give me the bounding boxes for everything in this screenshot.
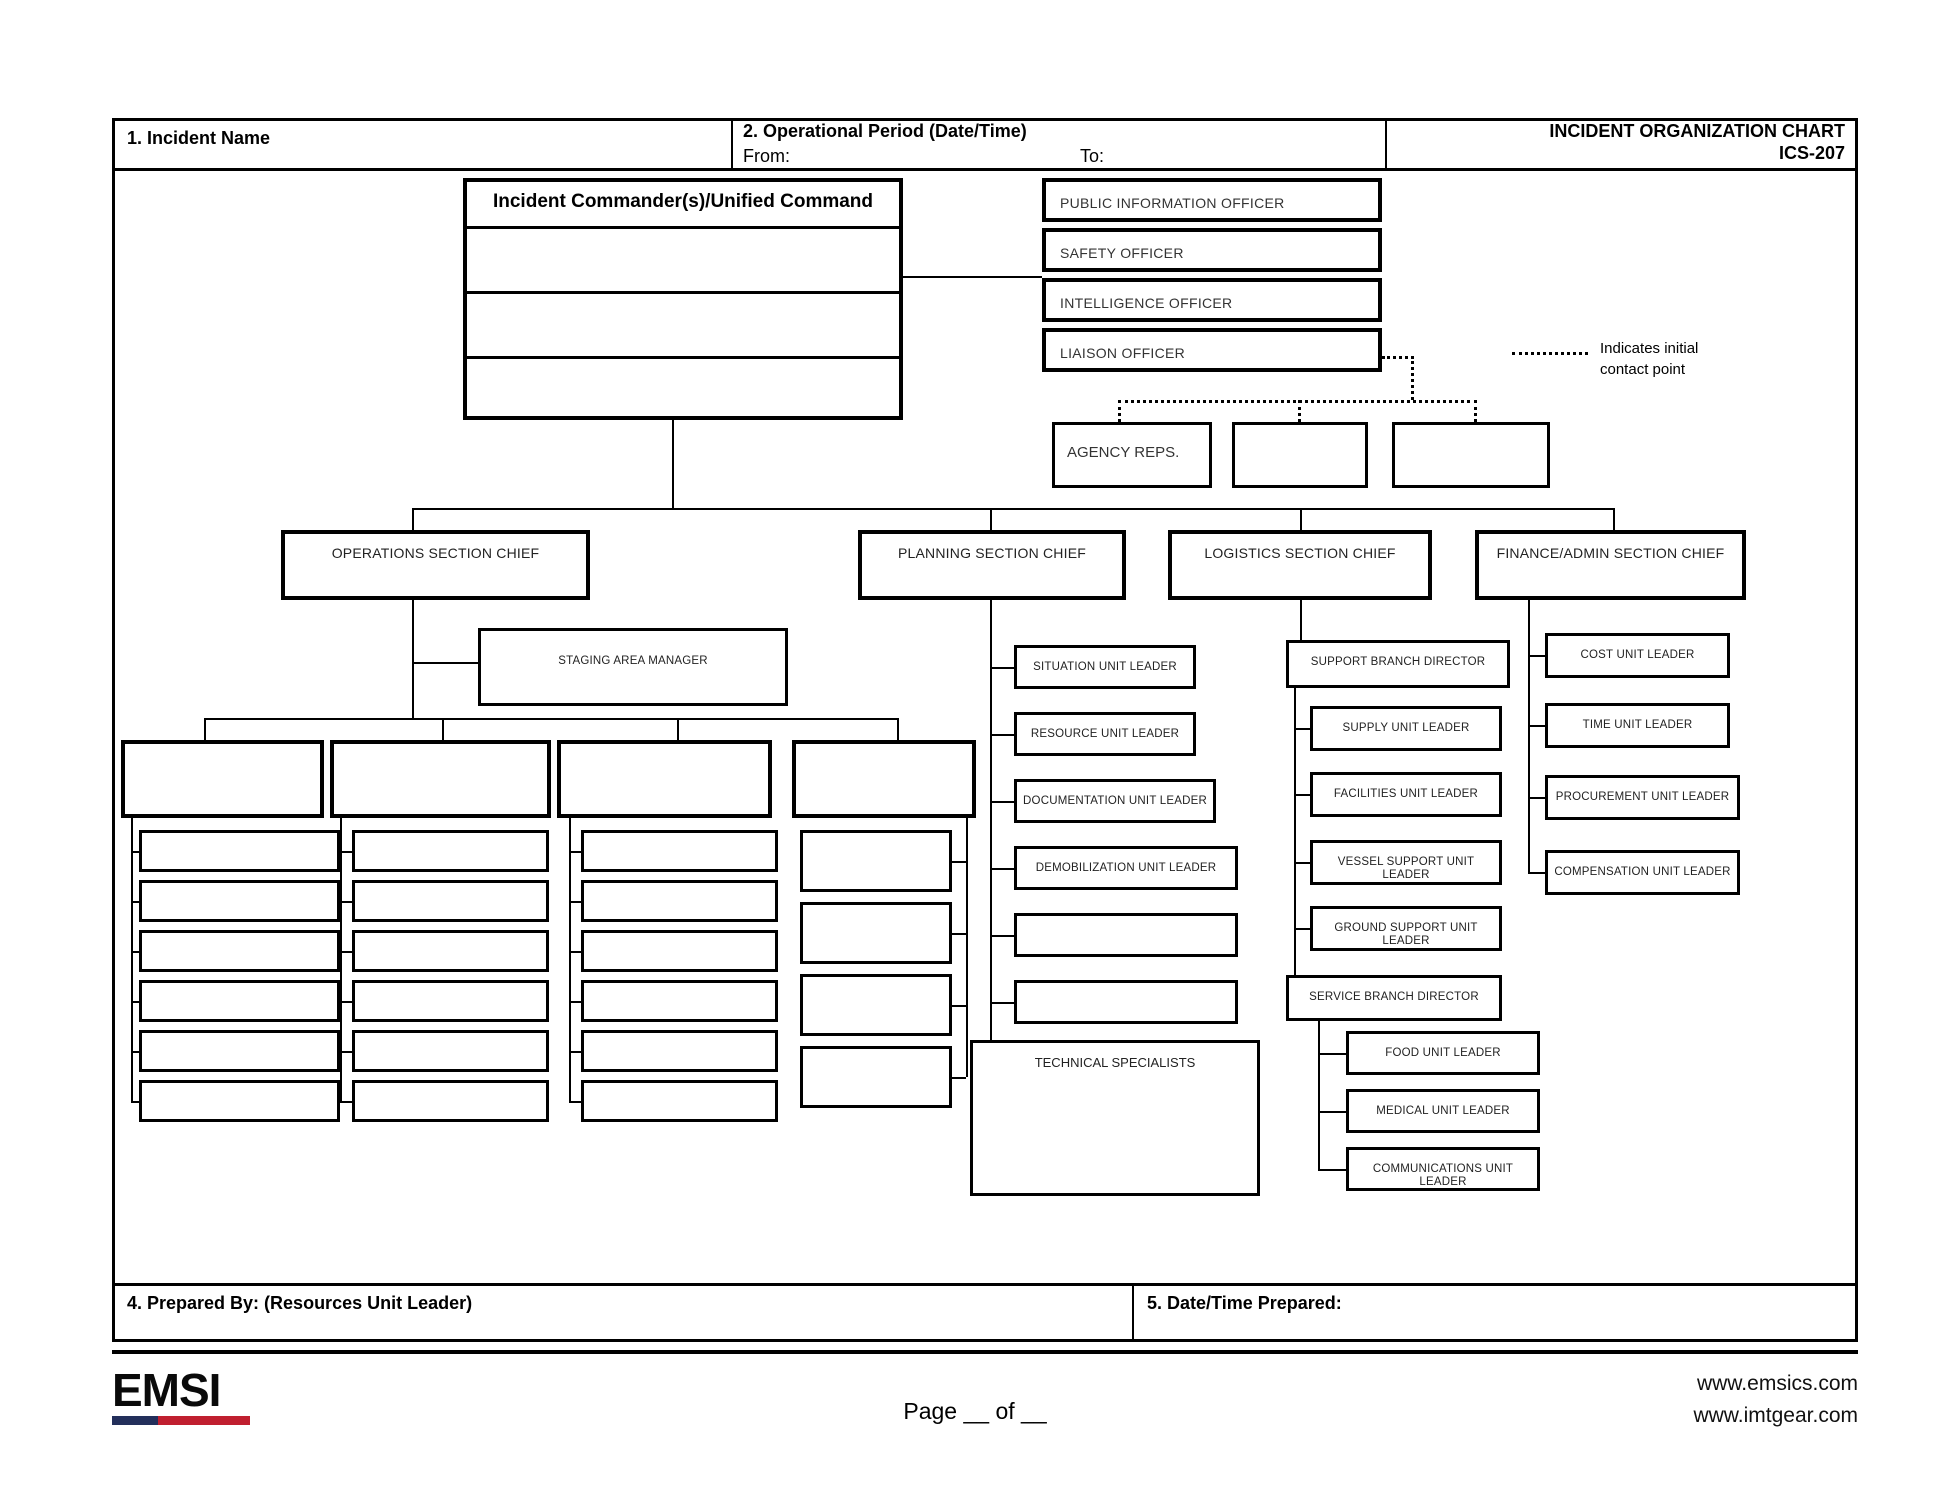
medical-unit-leader-box[interactable]: MEDICAL UNIT LEADER xyxy=(1346,1089,1540,1133)
resource-stub xyxy=(952,1077,966,1079)
footer-url-emsics: www.emsics.com xyxy=(1696,1372,1858,1395)
unit-stub xyxy=(990,734,1014,736)
staging-stub-connector xyxy=(412,662,478,664)
division-group-box[interactable] xyxy=(557,740,772,818)
resource-stub xyxy=(569,1101,581,1103)
ops-resource-box[interactable] xyxy=(581,930,778,972)
resource-stub xyxy=(569,1001,581,1003)
bottom-section-divider xyxy=(1132,1283,1134,1342)
resource-stub xyxy=(131,1001,139,1003)
safety-officer-box[interactable]: SAFETY OFFICER xyxy=(1042,228,1382,272)
liaison-officer-box[interactable]: LIAISON OFFICER xyxy=(1042,328,1382,372)
ops-resource-box[interactable] xyxy=(139,930,340,972)
legend-dotted-sample xyxy=(1512,352,1588,355)
dotted-connector-line xyxy=(1382,356,1414,359)
emsi-logo xyxy=(112,1366,252,1425)
documentation-unit-leader-box[interactable]: DOCUMENTATION UNIT LEADER xyxy=(1014,779,1216,823)
intelligence-officer-box[interactable]: INTELLIGENCE OFFICER xyxy=(1042,278,1382,322)
ops-resource-box[interactable] xyxy=(139,980,340,1022)
planning-column-line xyxy=(990,600,992,1040)
resource-stub xyxy=(340,1101,352,1103)
ops-resource-box[interactable] xyxy=(581,980,778,1022)
resource-stub xyxy=(131,951,139,953)
unit-stub xyxy=(1528,797,1545,799)
ops-resource-box[interactable] xyxy=(581,880,778,922)
resource-stub xyxy=(952,861,966,863)
time-unit-leader-box[interactable]: TIME UNIT LEADER xyxy=(1545,703,1730,748)
chief-drop-connector xyxy=(990,508,992,530)
resource-stub xyxy=(952,933,966,935)
logistics-drop-connector xyxy=(1300,600,1302,640)
unit-stub xyxy=(1528,872,1545,874)
ic-row-divider xyxy=(467,356,899,359)
emsi-logo-bar xyxy=(112,1416,250,1425)
header-bottom-line xyxy=(112,168,1858,171)
legend-text-line1: Indicates initial xyxy=(1600,340,1699,357)
demobilization-unit-leader-box[interactable]: DEMOBILIZATION UNIT LEADER xyxy=(1014,846,1238,890)
emsi-logo-bar-red xyxy=(158,1416,250,1425)
division-group-box[interactable] xyxy=(792,740,976,818)
resource-stub xyxy=(340,1051,352,1053)
unit-stub xyxy=(1318,1169,1346,1171)
division-group-box[interactable] xyxy=(121,740,324,818)
header-divider-1 xyxy=(731,118,733,171)
food-unit-leader-box[interactable]: FOOD UNIT LEADER xyxy=(1346,1031,1540,1075)
dotted-connector-line xyxy=(1474,400,1477,422)
division-drop-connector xyxy=(897,718,899,740)
incident-name-label: 1. Incident Name xyxy=(127,128,271,148)
operations-drop-connector xyxy=(412,600,414,718)
finance-column-line xyxy=(1528,600,1530,872)
technical-specialists-box[interactable]: TECHNICAL SPECIALISTS xyxy=(970,1040,1260,1196)
page-number-text: Page __ of __ xyxy=(903,1398,1047,1424)
compensation-unit-leader-box[interactable]: COMPENSATION UNIT LEADER xyxy=(1545,850,1740,895)
ops-resource-box[interactable] xyxy=(581,1030,778,1072)
ops-resource-box[interactable] xyxy=(139,1080,340,1122)
division-column-line xyxy=(131,818,133,1101)
ops-resource-box[interactable] xyxy=(139,1030,340,1072)
cost-unit-leader-box[interactable]: COST UNIT LEADER xyxy=(1545,633,1730,678)
ops-resource-box[interactable] xyxy=(800,830,952,892)
planning-unit-box[interactable] xyxy=(1014,913,1238,957)
finance-admin-section-chief-box[interactable]: FINANCE/ADMIN SECTION CHIEF xyxy=(1475,530,1746,600)
dotted-connector-line xyxy=(1118,400,1121,422)
ops-resource-box[interactable] xyxy=(139,830,340,872)
supply-unit-leader-box[interactable]: SUPPLY UNIT LEADER xyxy=(1310,706,1502,751)
staging-area-manager-box[interactable]: STAGING AREA MANAGER xyxy=(478,628,788,706)
ops-resource-box[interactable] xyxy=(139,880,340,922)
situation-unit-leader-box[interactable]: SITUATION UNIT LEADER xyxy=(1014,645,1196,689)
resource-stub xyxy=(340,1001,352,1003)
division-group-box[interactable] xyxy=(330,740,551,818)
legend-text-line2: contact point xyxy=(1600,361,1686,378)
resource-stub xyxy=(340,851,352,853)
from-field[interactable]: From: xyxy=(743,146,790,166)
agency-rep-box[interactable] xyxy=(1232,422,1368,488)
incident-name-field[interactable] xyxy=(115,150,725,166)
agency-rep-box[interactable] xyxy=(1392,422,1550,488)
divisions-branch-line xyxy=(204,718,897,720)
service-branch-director-box[interactable]: SERVICE BRANCH DIRECTOR xyxy=(1286,975,1502,1021)
ic-drop-connector xyxy=(672,420,674,508)
support-branch-director-box[interactable]: SUPPORT BRANCH DIRECTOR xyxy=(1286,640,1510,688)
dotted-connector-line xyxy=(1298,400,1301,422)
unit-stub xyxy=(1294,728,1310,730)
division-column-line xyxy=(569,818,571,1101)
agency-reps-box[interactable]: AGENCY REPS. xyxy=(1052,422,1212,488)
ic-to-officers-connector xyxy=(903,276,1042,278)
resource-stub xyxy=(131,1101,139,1103)
operations-section-chief-box[interactable]: OPERATIONS SECTION CHIEF xyxy=(281,530,590,600)
emsi-logo-text: EMSI xyxy=(112,1364,221,1416)
footer-rule xyxy=(112,1350,1858,1354)
unit-stub xyxy=(1318,1111,1346,1113)
to-field[interactable]: To: xyxy=(1080,146,1105,166)
form-number: ICS-207 xyxy=(1778,143,1845,163)
header-divider-2 xyxy=(1385,118,1387,171)
incident-commander-title: Incident Commander(s)/Unified Command xyxy=(492,191,874,212)
form-title: INCIDENT ORGANIZATION CHART xyxy=(1549,121,1845,141)
resource-stub xyxy=(340,951,352,953)
public-information-officer-box[interactable]: PUBLIC INFORMATION OFFICER xyxy=(1042,178,1382,222)
planning-section-chief-box[interactable]: PLANNING SECTION CHIEF xyxy=(858,530,1126,600)
support-branch-column-line xyxy=(1294,688,1296,975)
ops-resource-box[interactable] xyxy=(800,974,952,1036)
logistics-section-chief-box[interactable]: LOGISTICS SECTION CHIEF xyxy=(1168,530,1432,600)
chief-drop-connector xyxy=(1613,508,1615,530)
ic-row-divider xyxy=(467,291,899,294)
resource-stub xyxy=(131,901,139,903)
ops-resource-box[interactable] xyxy=(581,830,778,872)
date-time-prepared-label: 5. Date/Time Prepared: xyxy=(1147,1293,1342,1313)
unit-stub xyxy=(990,667,1014,669)
bottom-section-top-line xyxy=(112,1283,1858,1286)
facilities-unit-leader-box[interactable]: FACILITIES UNIT LEADER xyxy=(1310,772,1502,817)
ops-resource-box[interactable] xyxy=(352,1030,549,1072)
unit-stub xyxy=(1294,794,1310,796)
ops-resource-box[interactable] xyxy=(581,1080,778,1122)
vessel-support-unit-leader-box[interactable]: VESSEL SUPPORT UNIT LEADER xyxy=(1310,840,1502,885)
ops-resource-box[interactable] xyxy=(352,830,549,872)
division-drop-connector xyxy=(677,718,679,740)
division-drop-connector xyxy=(442,718,444,740)
ops-resource-box[interactable] xyxy=(800,902,952,964)
division-column-line xyxy=(340,818,342,1101)
resource-unit-leader-box[interactable]: RESOURCE UNIT LEADER xyxy=(1014,712,1196,756)
ops-resource-box[interactable] xyxy=(352,980,549,1022)
division-drop-connector xyxy=(204,718,206,740)
operational-period-label: 2. Operational Period (Date/Time) xyxy=(743,121,1027,141)
unit-stub xyxy=(1294,862,1310,864)
ops-resource-box[interactable] xyxy=(352,1080,549,1122)
ic-row-divider xyxy=(467,226,899,229)
unit-stub xyxy=(990,1002,1014,1004)
unit-stub xyxy=(990,801,1014,803)
chiefs-branch-line xyxy=(412,508,1615,510)
unit-stub xyxy=(1528,725,1545,727)
resource-stub xyxy=(131,851,139,853)
procurement-unit-leader-box[interactable]: PROCUREMENT UNIT LEADER xyxy=(1545,775,1740,820)
resource-stub xyxy=(569,1051,581,1053)
dotted-connector-line xyxy=(1411,356,1414,400)
resource-stub xyxy=(131,1051,139,1053)
unit-stub xyxy=(1294,928,1310,930)
unit-stub xyxy=(1318,1053,1346,1055)
prepared-by-field[interactable] xyxy=(127,1315,1117,1337)
ops-resource-box[interactable] xyxy=(352,880,549,922)
emsi-logo-bar-blue xyxy=(112,1416,158,1425)
prepared-by-label: 4. Prepared By: (Resources Unit Leader) xyxy=(127,1293,473,1313)
resource-stub xyxy=(569,951,581,953)
service-branch-column-line xyxy=(1318,1021,1320,1169)
communications-unit-leader-box[interactable]: COMMUNICATIONS UNIT LEADER xyxy=(1346,1147,1540,1191)
resource-stub xyxy=(340,901,352,903)
resource-stub xyxy=(569,901,581,903)
unit-stub xyxy=(1528,655,1545,657)
incident-commander-box[interactable] xyxy=(463,178,903,420)
ops-resource-box[interactable] xyxy=(352,930,549,972)
chief-drop-connector xyxy=(412,508,414,530)
date-time-prepared-field[interactable] xyxy=(1147,1315,1837,1337)
footer-url-imtgear: www.imtgear.com xyxy=(1693,1404,1858,1427)
ground-support-unit-leader-box[interactable]: GROUND SUPPORT UNIT LEADER xyxy=(1310,906,1502,951)
ops-resource-box[interactable] xyxy=(800,1046,952,1108)
resource-stub xyxy=(569,851,581,853)
division-column-line xyxy=(966,818,968,1077)
unit-stub xyxy=(990,935,1014,937)
chief-drop-connector xyxy=(1300,508,1302,530)
planning-unit-box[interactable] xyxy=(1014,980,1238,1024)
resource-stub xyxy=(952,1005,966,1007)
unit-stub xyxy=(990,868,1014,870)
